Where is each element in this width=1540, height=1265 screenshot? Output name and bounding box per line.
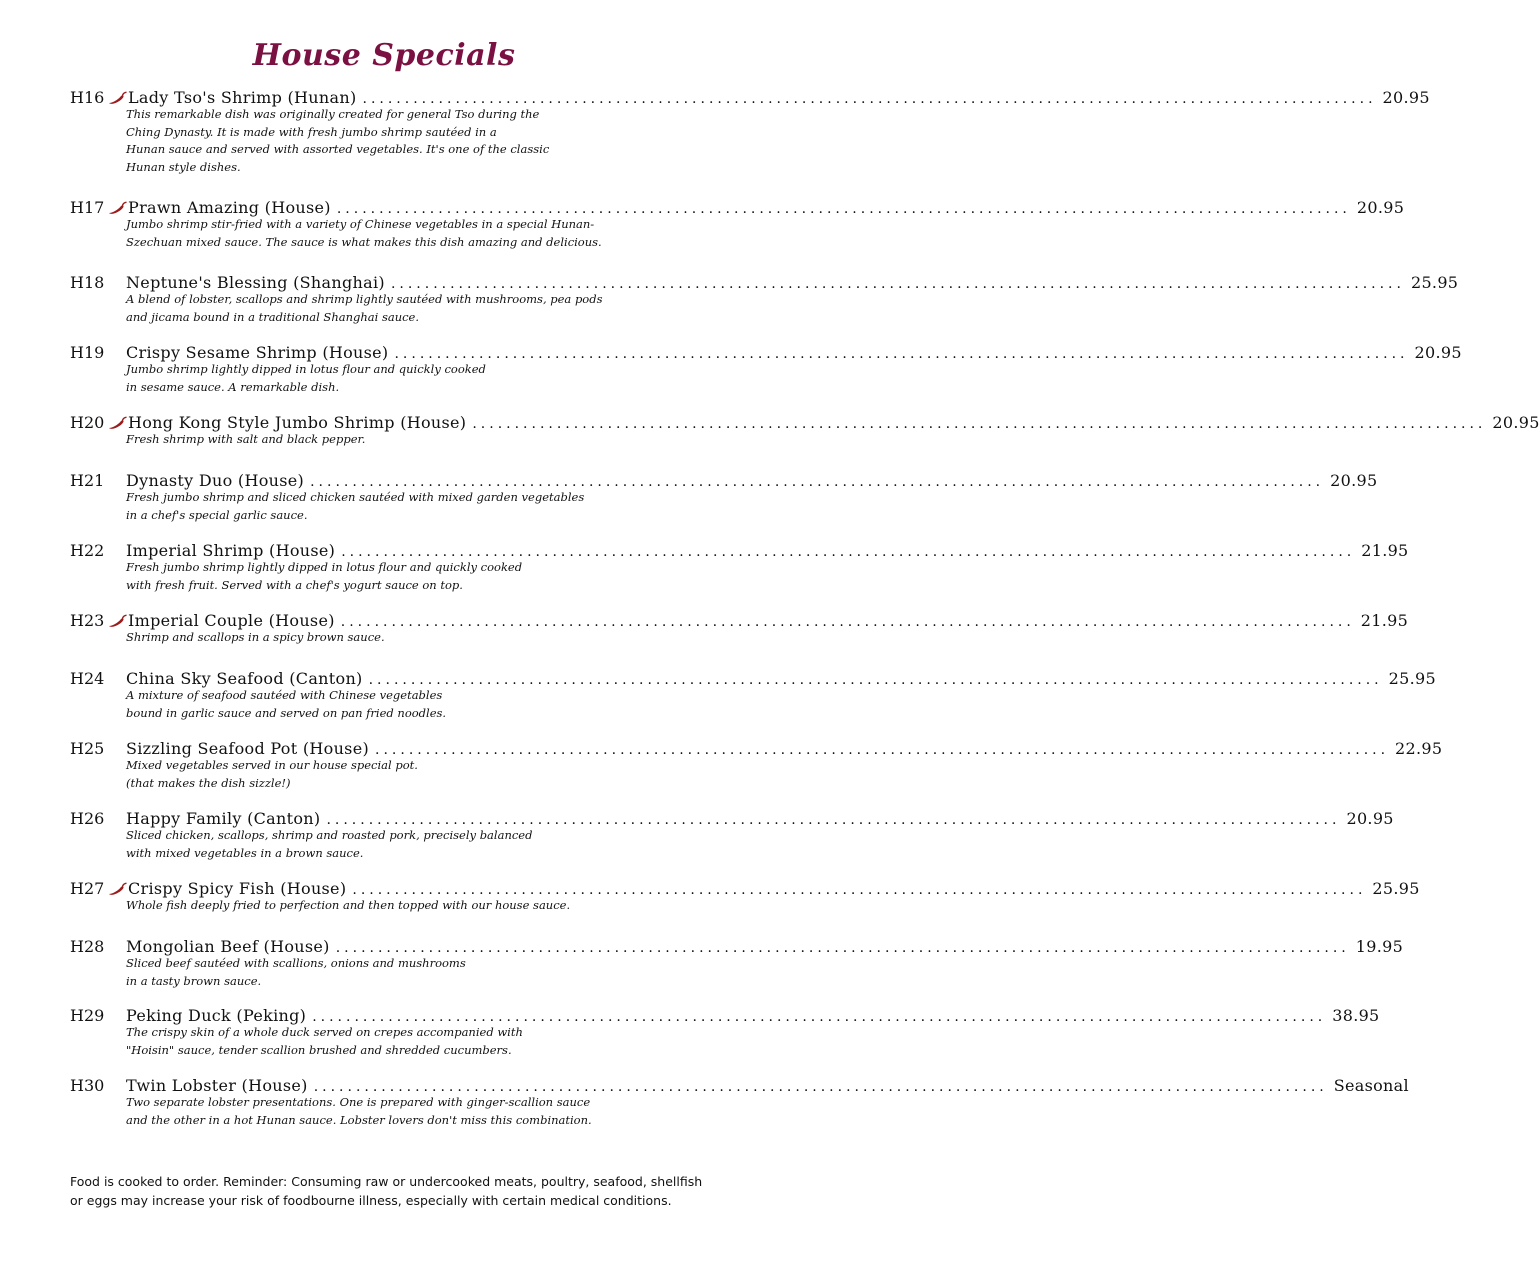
description-line: Szechuan mixed sauce. The sauce is what makes this dish amazing and delicious. bbox=[126, 234, 602, 249]
item-description bbox=[126, 1094, 646, 1129]
food-safety-note bbox=[70, 1172, 710, 1210]
hot-pepper-icon bbox=[106, 201, 128, 215]
item-price: 20.95 bbox=[1346, 809, 1394, 828]
item-description bbox=[126, 361, 646, 396]
description-line: Sliced chicken, scallops, shrimp and roasted pork, precisely balanced bbox=[126, 828, 533, 842]
item-code: H27 bbox=[70, 879, 105, 898]
description-line: Fresh jumbo shrimp lightly dipped in lotus flour and quickly cooked bbox=[126, 560, 523, 574]
description-line: Hunan sauce and served with assorted vegetables. It's one of the classic bbox=[126, 142, 550, 156]
dot-leader: ........................................................................................................................ bbox=[312, 1009, 1327, 1025]
item-description bbox=[126, 216, 646, 251]
item-description bbox=[126, 106, 646, 176]
item-price: 20.95 bbox=[1492, 413, 1540, 432]
description-line: Mixed vegetables served in our house special pot. bbox=[126, 758, 418, 772]
item-name: Dynasty Duo (House) bbox=[126, 471, 305, 490]
description-line: and jicama bound in a traditional Shanghai sauce. bbox=[126, 309, 420, 324]
item-price: 20.95 bbox=[1414, 343, 1462, 362]
item-name: Neptune's Blessing (Shanghai) bbox=[126, 273, 385, 292]
item-price: 21.95 bbox=[1361, 541, 1409, 560]
dot-leader: ........................................................................................................................ bbox=[336, 201, 1351, 217]
item-code: H22 bbox=[70, 541, 105, 560]
item-code: H26 bbox=[70, 809, 105, 828]
item-description bbox=[126, 687, 646, 722]
item-price: Seasonal bbox=[1333, 1076, 1409, 1095]
item-code: H28 bbox=[70, 937, 105, 956]
item-name: Sizzling Seafood Pot (House) bbox=[126, 739, 370, 758]
description-line: with fresh fruit. Served with a chef's yogurt sauce on top. bbox=[126, 577, 463, 592]
item-price: 20.95 bbox=[1382, 88, 1430, 107]
description-line: "Hoisin" sauce, tender scallion brushed and shredded cucumbers. bbox=[126, 1042, 512, 1057]
item-code: H24 bbox=[70, 669, 105, 688]
item-name: Crispy Sesame Shrimp (House) bbox=[126, 343, 389, 362]
description-line: with mixed vegetables in a brown sauce. bbox=[126, 845, 364, 860]
item-description bbox=[126, 757, 646, 792]
item-description bbox=[126, 629, 646, 647]
dot-leader: ........................................................................................................................ bbox=[394, 346, 1409, 362]
description-line: A blend of lobster, scallops and shrimp lightly sautéed with mushrooms, pea pods bbox=[126, 292, 603, 306]
item-description bbox=[126, 827, 646, 862]
description-line: The crispy skin of a whole duck served on crepes accompanied with bbox=[126, 1025, 523, 1039]
item-description bbox=[126, 291, 646, 326]
item-code: H29 bbox=[70, 1006, 105, 1025]
description-line: Fresh shrimp with salt and black pepper. bbox=[126, 432, 366, 446]
dot-leader: ........................................................................................................................ bbox=[472, 416, 1487, 432]
hot-pepper-icon bbox=[106, 91, 128, 105]
item-code: H17 bbox=[70, 198, 105, 217]
description-line: Ching Dynasty. It is made with fresh jumbo shrimp sautéed in a bbox=[126, 124, 497, 139]
item-code: H23 bbox=[70, 611, 105, 630]
description-line: Fresh jumbo shrimp and sliced chicken sautéed with mixed garden vegetables bbox=[126, 490, 585, 504]
dot-leader: ........................................................................................................................ bbox=[310, 474, 1325, 490]
item-code: H18 bbox=[70, 273, 105, 292]
description-line: in a tasty brown sauce. bbox=[126, 973, 262, 988]
item-code: H19 bbox=[70, 343, 105, 362]
description-line: Two separate lobster presentations. One is prepared with ginger-scallion sauce bbox=[126, 1095, 591, 1109]
description-line: Hunan style dishes. bbox=[126, 159, 241, 174]
item-description bbox=[126, 559, 646, 594]
item-name: Imperial Shrimp (House) bbox=[126, 541, 336, 560]
item-name: Crispy Spicy Fish (House) bbox=[128, 879, 347, 898]
dot-leader: ........................................................................................................................ bbox=[375, 742, 1390, 758]
item-price: 22.95 bbox=[1395, 739, 1443, 758]
description-line: in sesame sauce. A remarkable dish. bbox=[126, 379, 340, 394]
description-line: (that makes the dish sizzle!) bbox=[126, 775, 291, 790]
item-name: Prawn Amazing (House) bbox=[128, 198, 331, 217]
description-line: This remarkable dish was originally created for general Tso during the bbox=[126, 107, 540, 121]
description-line: Jumbo shrimp stir-fried with a variety of Chinese vegetables in a special Hunan- bbox=[126, 217, 595, 231]
item-price: 20.95 bbox=[1330, 471, 1378, 490]
dot-leader: ........................................................................................................................ bbox=[335, 940, 1350, 956]
item-price: 19.95 bbox=[1355, 937, 1404, 956]
item-code: H25 bbox=[70, 739, 105, 758]
item-code: H30 bbox=[70, 1076, 105, 1095]
description-line: in a chef's special garlic sauce. bbox=[126, 507, 308, 522]
dot-leader: ........................................................................................................................ bbox=[390, 276, 1405, 292]
description-line: Jumbo shrimp lightly dipped in lotus flour and quickly cooked bbox=[126, 362, 486, 376]
dot-leader: ........................................................................................................................ bbox=[368, 672, 1383, 688]
description-line: Whole fish deeply fried to perfection and then topped with our house sauce. bbox=[126, 898, 571, 912]
item-name: Twin Lobster (House) bbox=[126, 1076, 308, 1095]
page-title: House Specials bbox=[252, 38, 516, 73]
item-name: China Sky Seafood (Canton) bbox=[126, 669, 363, 688]
description-line: and the other in a hot Hunan sauce. Lobster lovers don't miss this combination. bbox=[126, 1112, 592, 1127]
item-price: 25.95 bbox=[1388, 669, 1436, 688]
item-name: Peking Duck (Peking) bbox=[126, 1006, 307, 1025]
item-name: Lady Tso's Shrimp (Hunan) bbox=[128, 88, 357, 107]
item-code: H16 bbox=[70, 88, 105, 107]
item-description bbox=[126, 489, 646, 524]
item-description bbox=[126, 955, 646, 990]
dot-leader: ........................................................................................................................ bbox=[352, 882, 1367, 898]
description-line: Shrimp and scallops in a spicy brown sauce. bbox=[126, 630, 385, 644]
hot-pepper-icon bbox=[106, 614, 128, 628]
item-price: 21.95 bbox=[1360, 611, 1409, 630]
item-description bbox=[126, 431, 646, 449]
description-line: A mixture of seafood sautéed with Chinese vegetables bbox=[126, 688, 443, 702]
note-line: or eggs may increase your risk of foodbourne illness, especially with certain medical conditions. bbox=[70, 1193, 672, 1208]
item-price: 20.95 bbox=[1356, 198, 1405, 217]
description-line: bound in garlic sauce and served on pan fried noodles. bbox=[126, 705, 447, 720]
item-price: 25.95 bbox=[1372, 879, 1420, 898]
item-code: H21 bbox=[70, 471, 105, 490]
dot-leader: ........................................................................................................................ bbox=[340, 614, 1355, 630]
dot-leader: ........................................................................................................................ bbox=[362, 91, 1377, 107]
item-price: 25.95 bbox=[1410, 273, 1459, 292]
item-description bbox=[126, 897, 646, 915]
item-price: 38.95 bbox=[1332, 1006, 1380, 1025]
item-name: Imperial Couple (House) bbox=[128, 611, 335, 630]
item-name: Mongolian Beef (House) bbox=[126, 937, 330, 956]
item-name: Happy Family (Canton) bbox=[126, 809, 321, 828]
item-name: Hong Kong Style Jumbo Shrimp (House) bbox=[128, 413, 467, 432]
dot-leader: ........................................................................................................................ bbox=[313, 1079, 1328, 1095]
dot-leader: ........................................................................................................................ bbox=[341, 544, 1356, 560]
description-line: Sliced beef sautéed with scallions, onions and mushrooms bbox=[126, 956, 466, 970]
item-description bbox=[126, 1024, 646, 1059]
item-code: H20 bbox=[70, 413, 105, 432]
note-line: Food is cooked to order. Reminder: Consuming raw or undercooked meats, poultry, seafood, shellfish bbox=[70, 1174, 703, 1189]
hot-pepper-icon bbox=[106, 416, 128, 430]
dot-leader: ........................................................................................................................ bbox=[326, 812, 1341, 828]
hot-pepper-icon bbox=[106, 882, 128, 896]
